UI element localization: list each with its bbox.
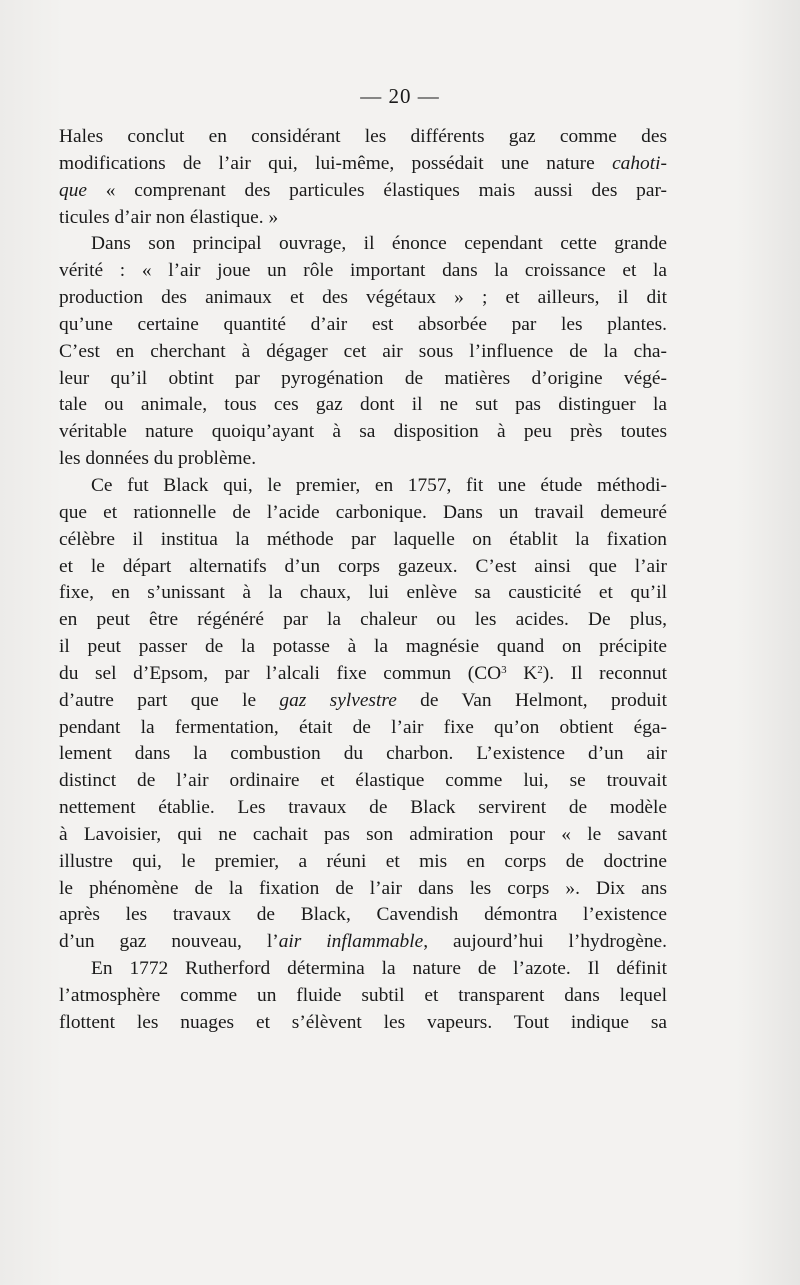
- text-line: [59, 446, 667, 473]
- text-run: après les travaux de Black, Cavendish démontra l’existence: [59, 904, 667, 926]
- text-run: nettement établie. Les travaux de Black servirent de modèle: [59, 797, 667, 819]
- text-line: [59, 929, 667, 956]
- text-run: d’autre part que le: [59, 689, 280, 711]
- text-run: célèbre il institua la méthode par laquelle on établit la fixation: [59, 528, 667, 550]
- text-run: Ce fut Black qui, le premier, en 1757, fit une étude méthodi-: [91, 474, 667, 496]
- italic-text: que: [59, 179, 87, 201]
- text-run: d’un gaz nouveau, l’: [59, 931, 279, 953]
- text-run: ). Il reconnut: [542, 662, 667, 684]
- text-line: [59, 741, 667, 768]
- text-line: [59, 849, 667, 876]
- text-run: production des animaux et des végétaux » ; et ailleurs, il dit: [59, 287, 667, 309]
- text-run: , aujourd’hui l’hydrogène.: [423, 931, 667, 953]
- text-line: [59, 715, 667, 742]
- text-run: en peut être régénéré par la chaleur ou les acides. De plus,: [59, 609, 667, 631]
- text-run: flottent les nuages et s’élèvent les vapeurs. Tout indique sa: [59, 1011, 667, 1033]
- text-line: [59, 258, 667, 285]
- text-run: leur qu’il obtint par pyrogénation de matières d’origine végé-: [59, 367, 667, 389]
- text-run: véritable nature quoiqu’ayant à sa disposition à peu près toutes: [59, 421, 667, 443]
- text-run: du sel d’Epsom, par l’alcali fixe commun (CO: [59, 662, 502, 684]
- text-run: de Van Helmont, produit: [396, 689, 668, 711]
- text-line: [59, 151, 667, 178]
- text-line: [59, 768, 667, 795]
- text-run: Dans son principal ouvrage, il énonce cependant cette grande: [91, 233, 667, 255]
- text-run: En 1772 Rutherford détermina la nature de l’azote. Il définit: [91, 958, 667, 980]
- italic-text: gaz sylvestre: [279, 689, 397, 711]
- text-run: illustre qui, le premier, a réuni et mis en corps de doctrine: [59, 850, 667, 872]
- text-run: le phénomène de la fixation de l’air dans les corps ». Dix ans: [59, 877, 667, 899]
- text-run: distinct de l’air ordinaire et élastique comme lui, se trouvait: [59, 770, 667, 792]
- superscript: 3: [501, 663, 507, 676]
- text-run: l’atmosphère comme un fluide subtil et transparent dans lequel: [59, 985, 667, 1006]
- text-line: [59, 554, 667, 581]
- text-run: ticules d’air non élastique. »: [59, 206, 279, 228]
- text-run: et le départ alternatifs d’un corps gazeux. C’est ainsi que l’air: [59, 555, 667, 577]
- text-run: K: [506, 662, 538, 684]
- page-number: — 20 —: [360, 84, 440, 108]
- text-line: [59, 983, 667, 1010]
- text-line: [59, 419, 667, 446]
- text-line: [59, 312, 667, 339]
- text-run: « comprenant des particules élastiques mais aussi des par-: [87, 179, 667, 201]
- text-run: Hales conclut en considérant les différents gaz comme des: [59, 126, 667, 147]
- text-line: [59, 124, 667, 151]
- text-run: lement dans la combustion du charbon. L’existence d’un air: [59, 743, 667, 765]
- text-line: [59, 178, 667, 205]
- text-run: il peut passer de la potasse à la magnésie quand on précipite: [59, 636, 667, 658]
- text-line: [59, 876, 667, 903]
- text-line: [59, 527, 667, 554]
- text-line: [59, 902, 667, 929]
- text-line: [59, 339, 667, 366]
- text-run: que et rationnelle de l’acide carbonique. Dans un travail demeuré: [59, 501, 667, 523]
- body-text: [59, 124, 667, 1037]
- text-line: [59, 956, 667, 983]
- text-line: [59, 285, 667, 312]
- text-run: qu’une certaine quantité d’air est absorbée par les plantes.: [59, 313, 667, 335]
- text-run: à Lavoisier, qui ne cachait pas son admiration pour « le savant: [59, 823, 667, 845]
- text-line: [59, 822, 667, 849]
- superscript: 2: [537, 663, 543, 676]
- text-line: [59, 500, 667, 527]
- text-run: tale ou animale, tous ces gaz dont il ne sut pas distinguer la: [59, 394, 667, 416]
- text-line: [59, 231, 667, 258]
- text-line: [59, 473, 667, 500]
- text-run: C’est en cherchant à dégager cet air sous l’influence de la cha-: [59, 340, 667, 362]
- text-line: [59, 607, 667, 634]
- italic-text: air inflammable: [278, 931, 424, 953]
- text-run: modifications de l’air qui, lui-même, possédait une nature: [59, 152, 613, 174]
- text-run: pendant la fermentation, était de l’air fixe qu’on obtient éga-: [59, 716, 667, 738]
- text-line: [59, 580, 667, 607]
- text-line: [59, 634, 667, 661]
- text-line: [59, 1010, 667, 1037]
- italic-text: cahoti-: [612, 152, 667, 174]
- text-line: [59, 795, 667, 822]
- text-run: vérité : « l’air joue un rôle important dans la croissance et la: [59, 260, 667, 282]
- text-line: [59, 661, 667, 688]
- text-line: [59, 205, 667, 232]
- text-run: fixe, en s’unissant à la chaux, lui enlève sa causticité et qu’il: [59, 582, 667, 604]
- text-run: les données du problème.: [59, 448, 257, 470]
- text-line: [59, 392, 667, 419]
- text-line: [59, 366, 667, 393]
- text-line: [59, 688, 667, 715]
